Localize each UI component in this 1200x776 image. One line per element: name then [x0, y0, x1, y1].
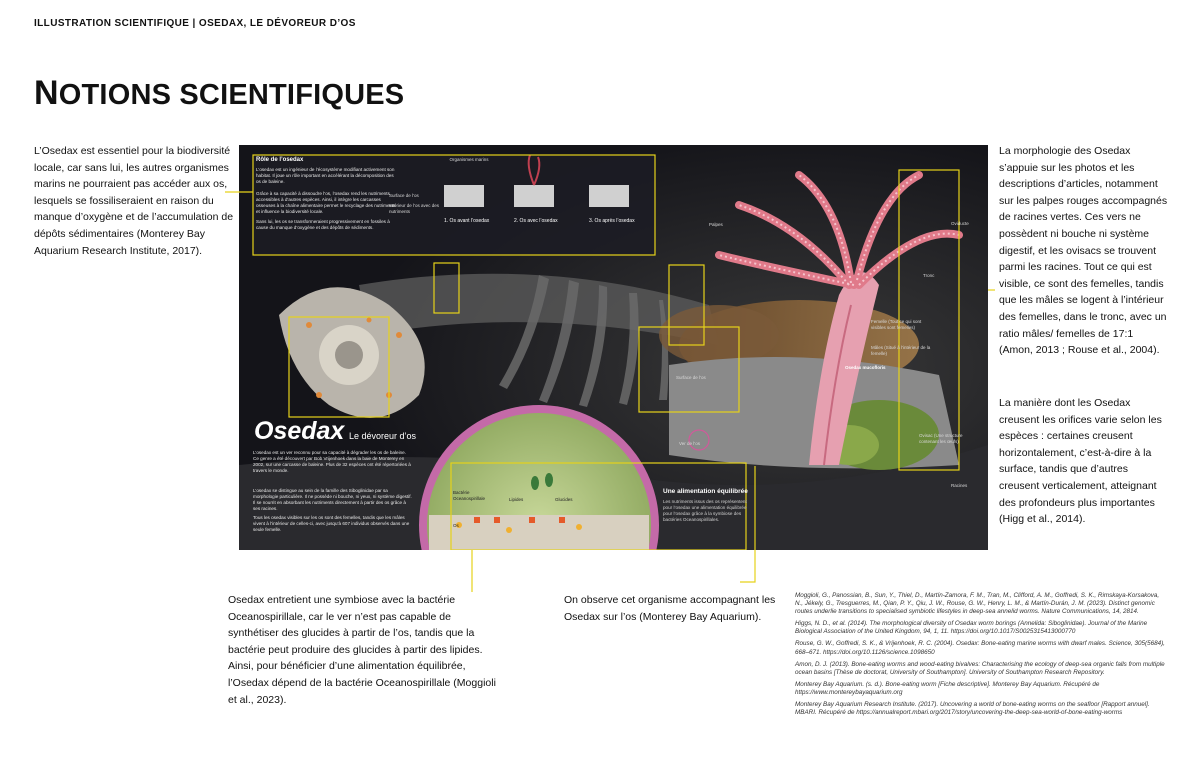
male-label: Mâles (Situé à l’intérieur de la femelle): [871, 345, 931, 356]
page-title: [34, 74, 404, 113]
palpes-label: Palpes: [709, 222, 723, 227]
paragraph-symbiosis: Osedax entretient une symbiose avec la bactérie Oceanospirillale, car le ver n’est pas capable de synthétiser des glucides à partir de l’os, tandis que la bactérie peut produire des glucides à partir des lipides. Ainsi, pour bénéficier d’une alimentation équilibrée, l’Osedax dépend de la bactérie Oceanospirillale (Moggioli et al., 2023).: [228, 594, 496, 706]
step-3-label: 3. Os après l’osedax: [589, 218, 635, 224]
paragraph-companion: On observe cet organisme accompagnant les Osedax sur l’os (Monterey Bay Aquarium).: [564, 594, 776, 623]
title-initial: N: [34, 74, 59, 112]
osedax-subtitle: Le dévoreur d’os: [349, 431, 417, 441]
intro-text-3: Tous les osedax visibles sur les os sont des femelles, tandis que les mâles vivent à l’intérieur de celles-ci, avec jusqu’à 607 individus observés dans une seule femelle.: [253, 515, 410, 532]
osedax-species-label: Osedax mucofloris: [845, 365, 886, 370]
ver-label: Ver de l’os: [679, 441, 701, 446]
glucides-label: Glucides: [555, 497, 573, 502]
reference-item: Rouse, G. W., Goffredi, S. K., & Vrijenhoek, R. C. (2004). Osedax: Bone-eating marine worms with dwarf males. Science, 305(5684), 668–671. https://doi.org/10.1126/science.1098650: [795, 640, 1165, 656]
tronc-label: Tronc: [923, 273, 935, 278]
role-text-3: Sans lui, les os se transformeraient progressivement en fossiles à cause du manque d’oxygène et des dépôts de sédiments.: [256, 219, 390, 230]
racines-label: Racines: [951, 483, 968, 488]
page-header: ILLUSTRATION SCIENTIFIQUE | OSEDAX, LE DÉVOREUR D’OS: [34, 18, 356, 29]
role-title: Rôle de l’osedax: [256, 157, 304, 163]
reference-item: Amon, D. J. (2013). Bone-eating worms and wood-eating bivalves: Characterising the ecology of deep-sea organic falls from multiple ocean basins [Thèse de doctorat, University of Southampton]. University of Southampton Research Repository.: [795, 660, 1165, 676]
paragraph-morphology: La morphologie des Osedax s’appuie sur les photos et les descriptions d’articles, notamment sur les palpes rouges accompagnés de racines vertes. Ces vers ne possèdent ni bouche ni système digestif, et les ovisacs se trouvent parmi les racines. Tout ce qui est visible, ce sont des femelles, tandis que les mâles se logent à l’intérieur des femelles, dans le tronc, avec un ratio mâles/ femelles de 17:1 (Amon, 2013 ; Rouse et al., 2004).: [999, 145, 1168, 357]
oviducte-label: Oviducte: [951, 221, 969, 226]
title-rest: OTIONS SCIENTIFIQUES: [58, 79, 405, 111]
reference-item: Monterey Bay Aquarium. (s. d.). Bone-eating worm [Fiche descriptive]. Monterey Bay Aquarium. Récupéré de https://www.montereybayaquarium.org: [795, 680, 1100, 696]
reference-item: Higgs, N. D., et al. (2014). The morphological diversity of Osedax worm borings (Annelida: Siboglinidae). Journal of the Marine Biological Association of the United Kingdom, 94, 1, 11. https://doi.org/10.1017/S0025315413000770: [795, 620, 1148, 636]
reference-item: Moggioli, G., Panossian, B., Sun, Y., Thiel, D., Martín-Zamora, F. M., Tran, M., Clifford, A. M., Goffredi, S. K., Rimskaya-Korsakova, N., Jékely, G., Tresguerres, M., Qian, P. Y., Qiu, J. W., Rouse, G. W., Henry, L. M., & Martín-Durán, J. M. (2023). Distinct genomic routes underlie transitions to specialised symbiotic lifestyles in deep-sea annelid worms. Nature Communications, 14, 2814.: [795, 592, 1160, 616]
surface-os-label: Surface de l’os: [676, 375, 706, 380]
intro-text: L’osedax est un ver reconnu pour sa capacité à dégrader les os de baleine. Ce genre a été découvert par Bob Vrijenhoek dans la baie de Monterey en 2002, sur une carcasse de baleine. Plus de 32 espèces ont été répertoriées à travers le monde.: [253, 450, 411, 473]
aliment-text: Les nutriments issus des os représentent pour l’osedax une alimentation équilibrée pour l’osedax grâce à la symbiose des bactéries Oceanospirillales.: [663, 499, 747, 522]
paragraph-burrowing: La manière dont les Osedax creusent les orifices varie selon les espèces : certaines creusent horizontalement, c’est-à-dire à la surface, tandis que d’autres creusent verticalement, atteignant des profondeurs plus importantes (Higg et al., 2014).: [999, 397, 1162, 526]
organismes-label: Organismes marins: [449, 157, 489, 162]
references: [795, 592, 1165, 721]
reference-item: Monterey Bay Aquarium Research Institute. (2017). Uncovering a world of bone-eating worms on the seafloor [Rapport annuel]. MBARI. Récupéré de https://annualreport.mbari.org/2017/story/uncovering-the-deep-sea-world-of-bone-eating-worms: [795, 701, 1150, 717]
lipides-label: Lipides: [509, 497, 524, 502]
step-2-label: 2. Os avec l’osedax: [514, 218, 558, 224]
paragraph-biodiversity: L’Osedax est essentiel pour la biodiversité locale, car sans lui, les autres organismes marins ne pourraient pas accéder aux os, lesquels se fossiliseraient en raison du manque d’oxygène et de l’accumulation de dépôts sédimentaires (Monterey Bay Aquarium Research Institute, 2017).: [34, 145, 234, 257]
osedax-title: Osedax: [254, 417, 345, 445]
os-label: Os: [453, 523, 459, 528]
step-1-label: 1. Os avant l’osedax: [444, 218, 490, 224]
interieur-label: Intérieur de l’os avec des nutriments: [389, 203, 440, 214]
intro-text-2: L’osedax se distingue au sein de la famille des Siboglinidae par sa morphologie particulière. Il ne possède ni bouche, ni yeux, ni système digestif. Il se nourrit en absorbant les nutriments directement à partir des os grâce à ses racines.: [253, 488, 412, 511]
surface-label: Surface de l’os: [389, 193, 419, 198]
aliment-title: Une alimentation équilibrée: [663, 488, 748, 495]
bacteria-label: Bactérie Oceanospirillale: [453, 490, 486, 501]
illustration: [239, 145, 988, 550]
femelle-label: Femelle (Tout ce qui sont visibles sont femelles): [871, 319, 922, 330]
ovisac-label: Ovisac (Une structure contenant les œufs): [919, 433, 963, 444]
role-text: L’osedax est un ingénieur de l’écosystème modifiant activement son habitat. Il joue un rôle important en accélérant la décomposition des os de baleine.: [256, 167, 395, 184]
role-text-2: Grâce à sa capacité à dissoudre l’os, l’osedax rend les nutriments accessibles à d’autres espèces. Ainsi, il intègre les carcasses osseuses à la chaîne alimentaire permet le recyclage des nutriments et influence la biodiversité locale.: [256, 191, 396, 214]
